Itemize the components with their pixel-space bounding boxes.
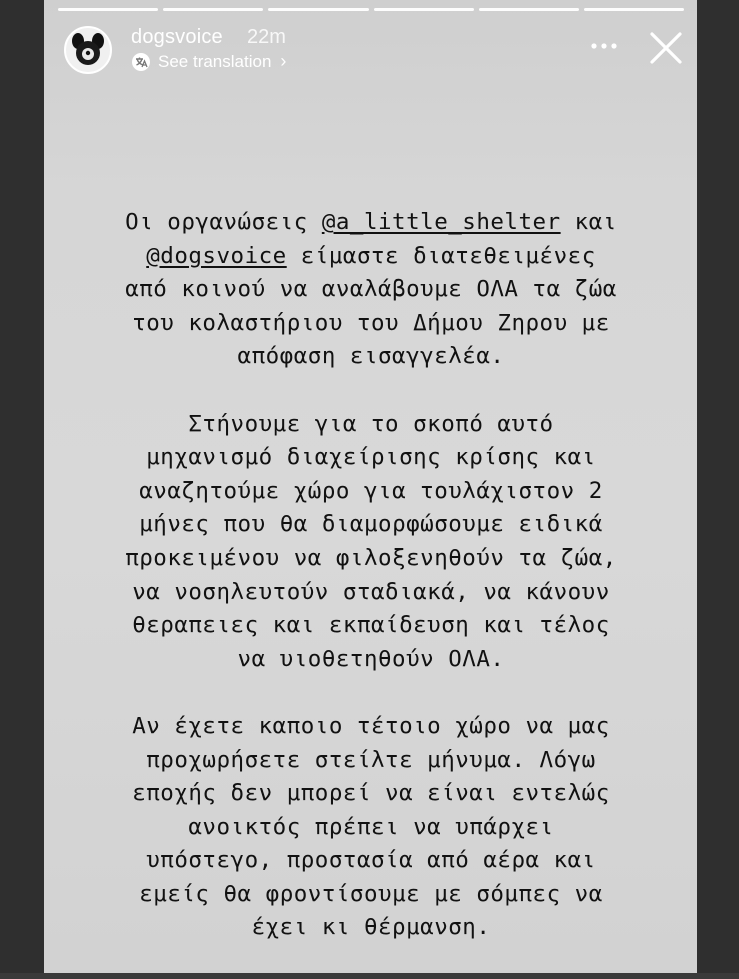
more-horizontal-icon[interactable] [586,34,622,58]
story-line: υπόστεγο, προστασία από αέρα και [146,847,596,874]
story-line: μηχανισμό διαχείρισης κρίσης και [146,444,596,471]
story-line [56,240,686,274]
story-line: Αν έχετε καποιο τέτοιο χώρο να μας [132,712,610,739]
dog-face-icon [66,28,110,72]
story-line: εμείς θα φροντίσουμε με σόμπες να [139,880,603,907]
mention-a-little-shelter[interactable]: @a_little_shelter [321,209,561,235]
progress-segment [374,8,474,11]
story-progress-bar [58,8,684,11]
chevron-right-icon: › [280,51,287,71]
story-line: ανοικτός πρέπει να υπάρχει [188,813,554,840]
story-timestamp: 22m [247,26,286,48]
story-line: προκειμένου να φιλοξενηθούν τα ζώα, [125,544,617,571]
mention-dogsvoice[interactable]: @dogsvoice [146,242,287,269]
progress-segment [584,8,684,11]
progress-segment [268,8,368,11]
story-line: εποχής δεν μπορεί να είναι εντελώς [132,780,610,807]
close-icon[interactable] [646,28,686,68]
progress-segment [58,8,158,11]
story-paragraph-3 [56,710,686,945]
story-line: προχωρήσετε στείλτε μήνυμα. Λόγω [146,746,596,773]
story-text-segment: Οι οργανώσεις [125,209,322,235]
story-text-block [56,206,686,979]
progress-segment [479,8,579,11]
story-line: από κοινού να αναλάβουμε ΟΛΑ τα ζώα [125,276,617,303]
story-line: να υιοθετηθούν ΟΛΑ. [237,645,505,672]
see-translation-link[interactable] [131,51,286,72]
story-line: αναζητούμε χώρο για τουλάχιστον 2 [139,477,603,504]
story-line: μήνες που θα διαμορφώσουμε ειδικά [139,511,603,538]
translate-icon [131,52,151,72]
story-text-segment: και [560,209,617,235]
avatar[interactable] [64,26,112,74]
progress-segment [163,8,263,11]
story-line [56,206,686,240]
story-line: έχει κι θέρμανση. [251,914,491,941]
see-translation-label: See translation [158,51,272,71]
story-username[interactable]: dogsvoice [131,26,223,48]
story-paragraph-2 [56,408,686,677]
story-line: να νοσηλευτούν σταδιακά, να κάνουν [132,578,610,605]
story-text-segment: είμαστε διατεθειμένες [286,242,596,269]
story-paragraph-1 [56,206,686,374]
story-line: απόφαση εισαγγελέα. [237,343,505,370]
story-line: του κολαστήριου του Δήμου Ζηρου με [132,309,610,336]
story-line: Στήνουμε για το σκοπό αυτό [188,410,554,437]
story-line: θεραπειες και εκπαίδευση και τέλος [132,612,610,639]
